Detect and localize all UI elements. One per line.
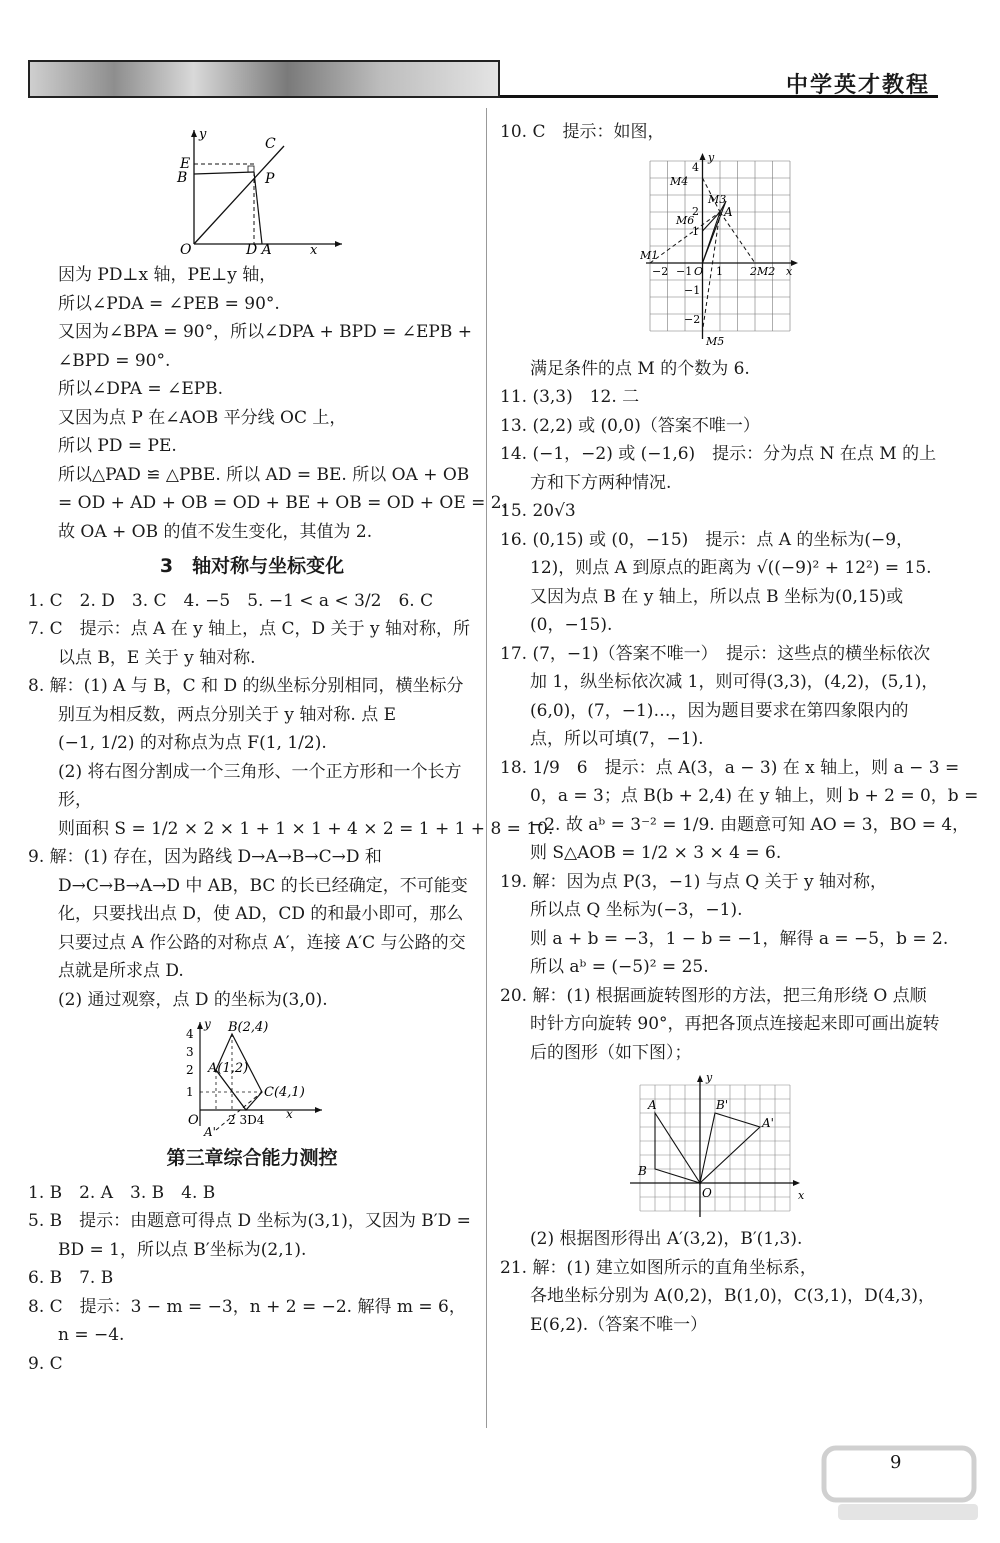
answer-line: 18. 1/9 6 提示：点 A(3，a − 3) 在 x 轴上，则 a − 3 = [500,757,960,778]
text-line: ∠BPD = 90°. [58,350,171,371]
answer-item: 7. C 提示：点 A 在 y 轴上，点 C，D 关于 y 轴对称，所以点 B，E 关于 y 轴对称. [28,619,470,668]
fig1-label-da: D A [246,242,272,257]
section-title: 3 轴对称与坐标变化 [159,555,345,577]
fig4-label-b: B [638,1164,647,1178]
text-line: 又因为点 P 在∠AOB 平分线 OC 上， [58,407,347,428]
fig2-label-aprime: A' [204,1125,216,1138]
fig4-label-x: x [798,1189,805,1202]
fig4-label-o: O [702,1186,712,1200]
right-column [500,118,979,1339]
answer-line: 满足条件的点 M 的个数为 6. [530,358,750,379]
answer-line: 又因为点 B 在 y 轴上，所以点 B 坐标为(0,15)或(0，−15). [530,586,904,635]
fig3-origin: O [694,264,704,278]
fig3-xtick: −2 [652,264,669,278]
text-line: 又因为∠BPA = 90°，所以∠DPA + BPD = ∠EPB + [58,322,473,342]
text-line: 所以∠PDA = ∠PEB = 90°. [58,293,280,314]
fig2-label-a: A(1,2) [208,1061,249,1076]
fig2-ytick: 2 [186,1063,194,1077]
header-decorative-band [28,60,500,98]
fig2-ytick: 1 [186,1085,194,1099]
answer-line: 10. C 提示：如图， [500,122,665,142]
fig3-label-x: x [786,264,793,278]
fig2-ytick: 3 [186,1045,194,1059]
fig3-xtick: 1 [716,264,723,278]
fig3-label-a: A [724,204,733,219]
fig2-label-b: B(2,4) [228,1020,269,1035]
fig2-label-y: y [204,1018,211,1031]
answer-line: (2) 将右图分割成一个三角形、一个正方形和一个长方形， [58,761,462,810]
fig3-ytick: 1 [692,224,699,238]
answer-line: 则 S△AOB = 1/2 × 3 × 4 = 6. [530,843,782,863]
answer-line: (2) 通过观察，点 D 的坐标为(3,0). [58,989,328,1010]
answer-item: 20. 解：(1) 根据画旋转图形的方法，把三角形绕 O 点顺时针方向旋转 90°，再把各顶点连接起来即可画出旋转后的图形（如下图）； [500,985,940,1063]
fig3-ytick: 4 [692,160,699,174]
fig2-ytick: 4 [186,1027,194,1041]
figure-rotation-grid [630,1071,810,1221]
answer-item: 5. B 提示：由题意可得点 D 坐标为(3,1)，又因为 B′D = BD = 1，所以点 B′坐标为(2,1). [28,1211,471,1260]
answer-line: 0，a = 3；点 B(b + 2,4) 在 y 轴上，则 b + 2 = 0，b = [530,786,979,806]
text-line: 所以△PAD ≌ △PBE. 所以 AD = BE. 所以 OA + OB [58,464,470,485]
fig4-label-y: y [706,1071,713,1084]
answer-line: 所以点 Q 坐标为(−3，−1). [530,900,743,920]
watermark-logo [818,1440,988,1530]
fig1-label-c: C [265,136,276,152]
answer-line: 11. (3,3) 12. 二 [500,387,640,407]
answer-item: 8. 解：(1) A 与 B，C 和 D 的纵坐标分别相同，横坐标分别互为相反数，两点分别关于 y 轴对称. 点 E [28,676,464,725]
fig3-xtick: −1 [676,264,693,278]
section-title: 第三章综合能力测控 [166,1147,338,1169]
answer-line: 12)，则点 A 到原点的距离为 √((−9)² + 12²) = 15. [530,558,932,578]
answer-line: 13. (2,2) 或 (0,0)（答案不唯一） [500,415,760,436]
text-line: 所以∠DPA = ∠EPB. [58,379,224,399]
fig3-label-m3: M3 [708,192,727,206]
fig4-label-bprime: B' [716,1098,729,1112]
answer-item: 8. C 提示：3 − m = −3，n + 2 = −2. 解得 m = 6，n = −4. [28,1296,466,1345]
fig2-label-c: C(4,1) [264,1085,305,1100]
answer-line: (2) 根据图形得出 A′(3,2)，B′(1,3). [530,1229,803,1249]
answer-line: 所以 aᵇ = (−5)² = 25. [530,957,709,977]
answer-item: 9. 解：(1) 存在，因为路线 D→A→B→C→D 和 D→C→B→A→D 中 AB，BC 的长已经确定，不可能变化，只要找出点 D，使 AD，CD 的和最小即可，那么只要过点 A 作公路的对称点 A′，连接 A′C 与公路的交点就是所求点 D. [28,847,468,981]
header-title: 中学英才教程 [785,73,930,98]
answer-line: 6. B 7. B [28,1268,114,1288]
answer-item: 17. (7，−1)（答案不唯一） 提示：这些点的横坐标依次加 1，纵坐标依次减 1，则可得(3,3)，(4,2)，(5,1)，(6,0)，(7，−1)…，因为题目要求在第四象限内的点，所以可填(7，−1). [500,643,939,749]
fig3-label-m2: 2M2 [750,264,776,278]
fig3-label-m6: M6 [676,213,695,227]
text-line: 所以 PD = PE. [58,436,177,456]
text-line: = OD + AD + OB = OD + BE + OB = OD + OE = 2. [58,493,507,513]
text-line: 因为 PD⊥x 轴，PE⊥y 轴， [58,265,277,285]
answer-line: 则面积 S = 1/2 × 2 × 1 + 1 × 1 + 4 × 2 = 1 + 1 + 8 = 10. [58,818,554,839]
answer-item: 14. (−1，−2) 或 (−1,6) 提示：分为点 N 在点 M 的上方和下方两种情况. [500,444,937,493]
answer-line: 1. C 2. D 3. C 4. −5 5. −1 < a < 3/2 6. C [28,590,434,611]
answer-line: 16. (0,15) 或 (0，−15) 提示：点 A 的坐标为(−9， [500,529,914,550]
fig2-label-x: x [286,1107,293,1121]
fig1-label-y: y [199,127,207,142]
fig1-label-p: P [265,171,275,187]
fig3-label-m5: M5 [706,334,725,348]
fig1-label-e: E [180,156,191,172]
answer-line: 1. B 2. A 3. B 4. B [28,1182,216,1203]
answer-line: 15. 20√3 [500,501,576,521]
answer-line: −2. 故 aᵇ = 3⁻² = 1/9. 由题意可知 AO = 3，BO = 4， [530,814,970,835]
fig2-xticks: 2 3D4 [228,1113,265,1127]
column-divider [486,108,487,1428]
fig3-ytick: 2 [692,204,699,218]
fig1-label-b: B [177,170,188,186]
answer-line: 21. 解：(1) 建立如图所示的直角坐标系， [500,1257,817,1278]
text-line: 故 OA + OB 的值不发生变化，其值为 2. [58,521,373,542]
fig3-ytick: −1 [684,283,701,297]
fig4-label-aprime: A' [762,1116,774,1130]
fig3-ytick: −2 [684,312,701,326]
answer-line: 各地坐标分别为 A(0,2)，B(1,0)，C(3,1)，D(4,3)，E(6,2).（答案不唯一） [530,1286,936,1335]
answer-line: 19. 解：因为点 P(3，−1) 与点 Q 关于 y 轴对称， [500,871,887,892]
page-number: 9 [890,1452,902,1473]
fig3-label-m4: M4 [670,174,689,188]
fig3-label-y: y [708,150,715,164]
answer-line: 则 a + b = −3，1 − b = −1，解得 a = −5，b = 2. [530,928,949,949]
figure-road-coordinates [172,1018,332,1138]
fig1-label-o: O [180,242,192,257]
fig4-label-a: A [648,1098,657,1112]
fig3-label-m1: M1 [640,248,659,262]
fig1-label-x: x [310,243,318,257]
figure-angle-bisector [152,122,352,257]
figure-grid-points-m [640,151,800,351]
fig2-label-o: O [188,1113,199,1128]
answer-line: 9. C [28,1353,63,1374]
answer-line: (−1, 1/2) 的对称点为点 F(1, 1/2). [58,733,327,753]
